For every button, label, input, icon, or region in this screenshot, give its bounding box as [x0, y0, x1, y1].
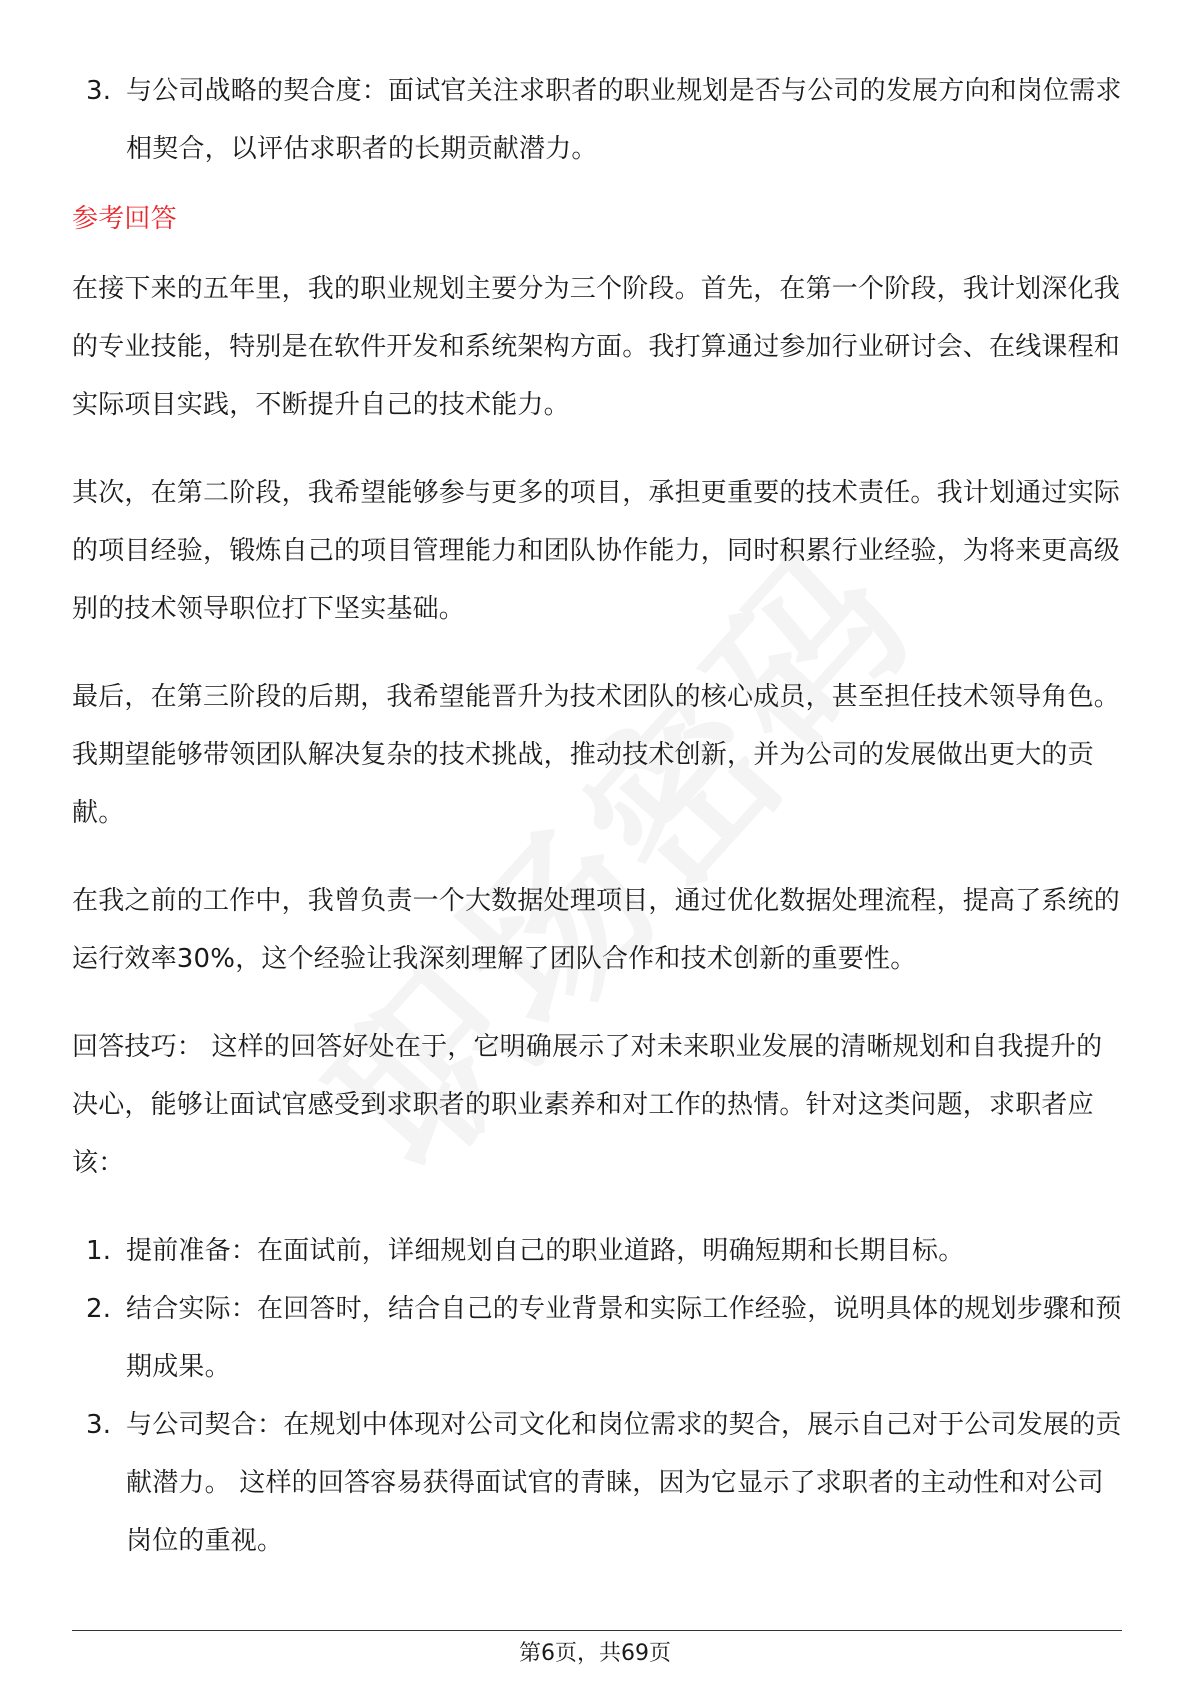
list-item-number: 3. [86, 1410, 112, 1440]
footer-divider [72, 1630, 1122, 1631]
paragraph-tips-intro: 回答技巧： 这样的回答好处在于，它明确展示了对未来职业发展的清晰规划和自我提升的决心，能够让面试官感受到求职者的职业素养和对工作的热情。针对这类问题，求职者应该： [72, 1032, 1103, 1178]
list-item [72, 1280, 1122, 1396]
list-item-number: 1. [86, 1236, 112, 1266]
list-item-number: 3. [86, 76, 112, 106]
list-item [72, 1222, 1122, 1280]
paragraph-2: 其次，在第二阶段，我希望能够参与更多的项目，承担更重要的技术责任。我计划通过实际的项目经验，锻炼自己的项目管理能力和团队协作能力，同时积累行业经验，为将来更高级别的技术领导职位打下坚实基础。 [72, 478, 1121, 624]
paragraph-4: 在我之前的工作中，我曾负责一个大数据处理项目，通过优化数据处理流程，提高了系统的运行效率30%，这个经验让我深刻理解了团队合作和技术创新的重要性。 [72, 886, 1121, 974]
list-item-number: 2. [86, 1294, 112, 1324]
list-item-text: 与公司契合：在规划中体现对公司文化和岗位需求的契合，展示自己对于公司发展的贡献潜力。 这样的回答容易获得面试官的青睐，因为它显示了求职者的主动性和对公司岗位的重视。 [126, 1410, 1122, 1556]
tips-list [72, 1222, 1122, 1570]
section-heading: 参考回答 [72, 204, 177, 234]
list-item-text: 与公司战略的契合度：面试官关注求职者的职业规划是否与公司的发展方向和岗位需求相契合，以评估求职者的长期贡献潜力。 [126, 76, 1122, 164]
list-item-text: 提前准备：在面试前，详细规划自己的职业道路，明确短期和长期目标。 [126, 1236, 965, 1266]
list-item [72, 62, 1122, 178]
list-item-text: 结合实际：在回答时，结合自己的专业背景和实际工作经验，说明具体的规划步骤和预期成果。 [126, 1294, 1122, 1382]
intro-list [72, 62, 1122, 178]
paragraph-1: 在接下来的五年里，我的职业规划主要分为三个阶段。首先，在第一个阶段，我计划深化我的专业技能，特别是在软件开发和系统架构方面。我打算通过参加行业研讨会、在线课程和实际项目实践，不断提升自己的技术能力。 [72, 274, 1121, 420]
list-item [72, 1396, 1122, 1570]
page-number: 第6页，共69页 [519, 1641, 671, 1666]
paragraph-3: 最后，在第三阶段的后期，我希望能晋升为技术团队的核心成员，甚至担任技术领导角色。我期望能够带领团队解决复杂的技术挑战，推动技术创新，并为公司的发展做出更大的贡献。 [72, 682, 1121, 828]
page-content [72, 62, 1122, 1570]
